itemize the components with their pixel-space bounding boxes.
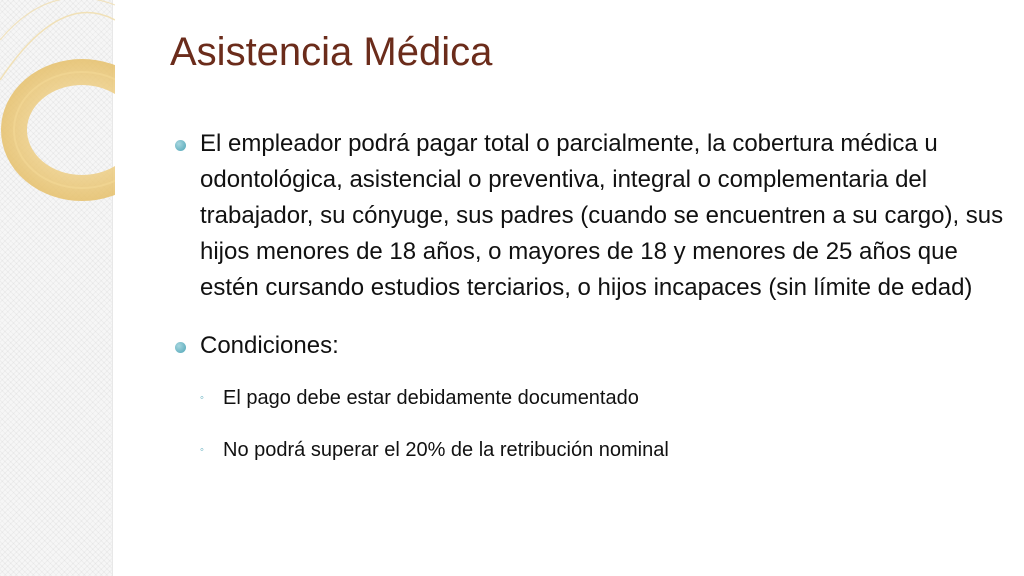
bullet-text: El empleador podrá pagar total o parcialmente, la cobertura médica u odontológica, asistencial o preventiva, integral o complementaria del trabajador, su cónyuge, sus padres (cuando se encuentren a su cargo), sus hijos menores de 18 años, o mayores de 18 y menores de 25 años que estén cursando estudios terciarios, o hijos incapaces (sin límite de edad): [200, 130, 1004, 301]
sub-bullet-text: El pago debe estar debidamente documentado: [223, 387, 639, 409]
bullet-text: Condiciones:: [200, 332, 339, 359]
bullet-item: [175, 126, 1005, 306]
slide-content: [175, 126, 1005, 464]
sub-bullet-item: [175, 436, 1005, 464]
sub-bullet-icon: ◦: [200, 444, 204, 456]
decorative-rings-graphic: [0, 0, 115, 220]
bullet-icon: [175, 140, 186, 151]
bullet-item: [175, 328, 1005, 364]
sub-bullet-icon: ◦: [200, 392, 204, 404]
sub-bullet-item: [175, 384, 1005, 412]
bullet-icon: [175, 342, 186, 353]
sub-bullet-text: No podrá superar el 20% de la retribución nominal: [223, 439, 669, 461]
slide-title: Asistencia Médica: [170, 30, 493, 74]
